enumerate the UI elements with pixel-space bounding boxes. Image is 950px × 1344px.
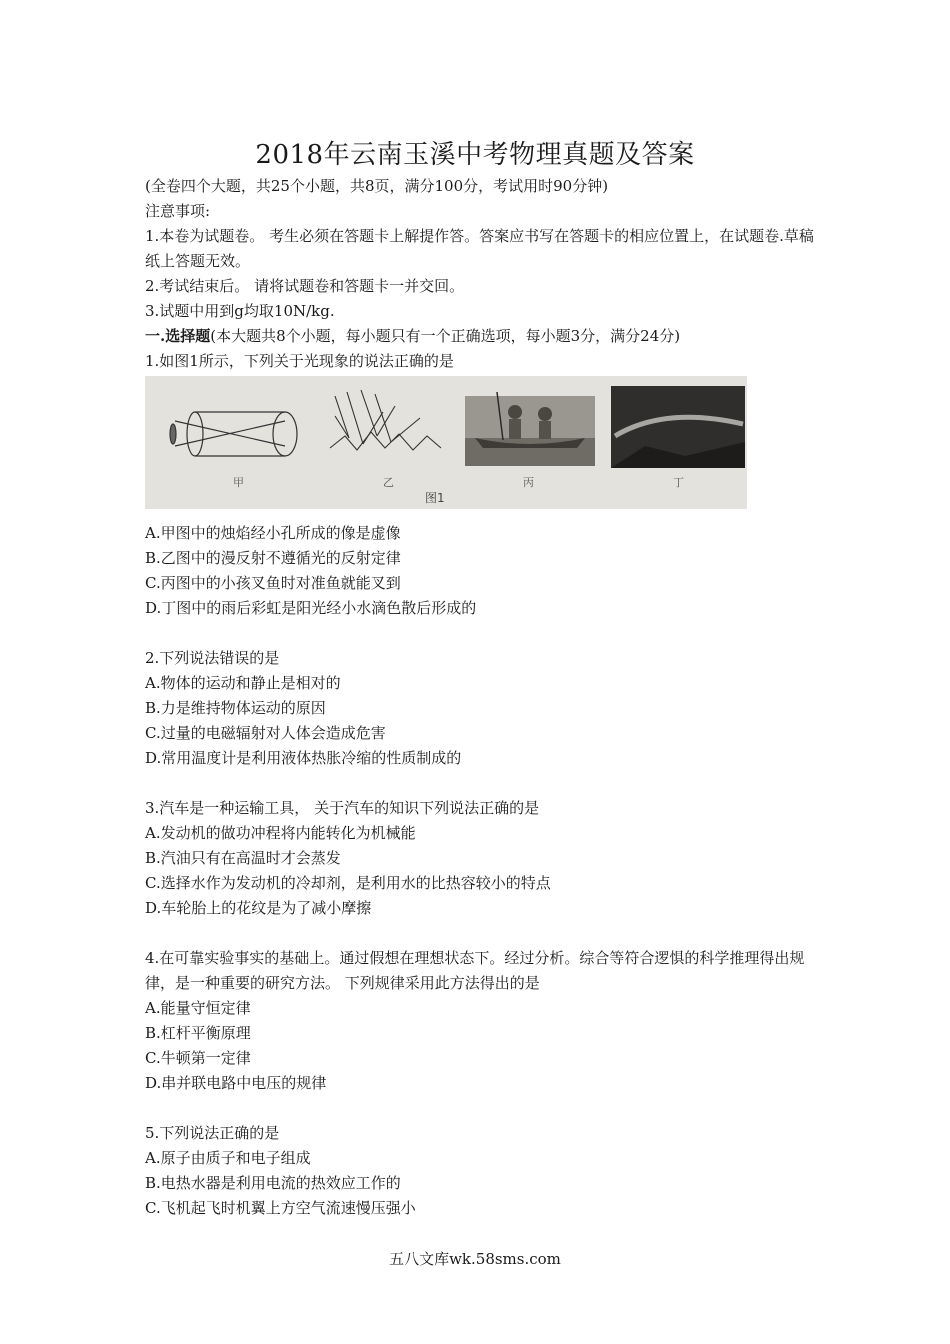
pinhole-camera-image [170, 412, 297, 456]
option-item: A.发动机的做功冲程将内能转化为机械能 [145, 824, 416, 842]
note-item: 2.考试结束后。 请将试题卷和答题卡一并交回。 [145, 277, 465, 295]
section-heading: 一.选择题 [145, 327, 211, 345]
option-item: D.常用温度计是利用液体热胀冷缩的性质制成的 [145, 749, 462, 767]
section-description: (本大题共8个小题，每小题只有一个正确选项，每小题3分，满分24分) [210, 327, 681, 345]
question-stem: 2.下列说法错误的是 [145, 649, 280, 667]
option-item: B.杠杆平衡原理 [145, 1024, 251, 1042]
option-item: D.车轮胎上的花纹是为了减小摩擦 [145, 899, 372, 917]
figure-label-jia: 甲 [233, 476, 244, 489]
note-item: 1.本卷为试题卷。 考生必须在答题卡上解提作答。答案应书写在答题卡的相应位置上，在试题卷.草稿纸上答题无效。 [145, 227, 814, 270]
option-item: B.乙图中的漫反射不遵循光的反射定律 [145, 549, 401, 567]
option-item: C.选择水作为发动机的冷却剂，是利用水的比热容较小的特点 [145, 874, 551, 892]
figure-light-phenomena [145, 376, 747, 509]
diffuse-reflection-image [330, 390, 441, 450]
section-header [145, 324, 815, 349]
option-item: D.丁图中的雨后彩虹是阳光经小水滴色散后形成的 [145, 599, 477, 617]
option-item: C.丙图中的小孩叉鱼时对准鱼就能叉到 [145, 574, 401, 592]
exam-intro: (全卷四个大题，共25个小题，共8页，满分100分，考试用时90分钟) [145, 177, 609, 195]
option-item: A.能量守恒定律 [145, 999, 251, 1017]
option-item: C.过量的电磁辐射对人体会造成危害 [145, 724, 386, 742]
figure-label-yi: 乙 [383, 476, 394, 489]
boy-spearfishing-image [465, 392, 595, 466]
option-item: C.牛顿第一定律 [145, 1049, 251, 1067]
option-item: A.原子由质子和电子组成 [145, 1149, 311, 1167]
question-stem: 3.汽车是一种运输工具， 关于汽车的知识下列说法正确的是 [145, 799, 540, 817]
option-item: A.甲图中的烛焰经小孔所成的像是虚像 [145, 524, 401, 542]
option-item: C.飞机起飞时机翼上方空气流速慢压强小 [145, 1199, 416, 1217]
option-item: D.串并联电路中电压的规律 [145, 1074, 327, 1092]
document-title: 2018年云南玉溪中考物理真题及答案 [255, 140, 695, 170]
option-item: B.力是维持物体运动的原因 [145, 699, 326, 717]
option-item: A.物体的运动和静止是相对的 [145, 674, 341, 692]
document-body [145, 174, 815, 1221]
figure-label-bing: 丙 [523, 476, 534, 489]
figure-caption: 图1 [425, 491, 445, 505]
figure-label-ding: 丁 [673, 476, 684, 489]
question-stem: 5.下列说法正确的是 [145, 1124, 280, 1142]
question-stem: 1.如图1所示，下列关于光现象的说法正确的是 [145, 352, 454, 370]
option-item: B.电热水器是利用电流的热效应工作的 [145, 1174, 401, 1192]
note-item: 3.试题中用到g均取10N/kg. [145, 302, 335, 320]
notes-heading: 注意事项: [145, 202, 211, 220]
option-item: B.汽油只有在高温时才会蒸发 [145, 849, 341, 867]
page-footer: 五八文库wk.58sms.com [389, 1250, 561, 1268]
rainbow-photo-image [611, 386, 745, 468]
question-stem: 4.在可靠实验事实的基础上。通过假想在理想状态下。经过分析。综合等符合逻惧的科学推理得出规律，是一种重要的研究方法。 下列规律采用此方法得出的是 [145, 949, 805, 992]
